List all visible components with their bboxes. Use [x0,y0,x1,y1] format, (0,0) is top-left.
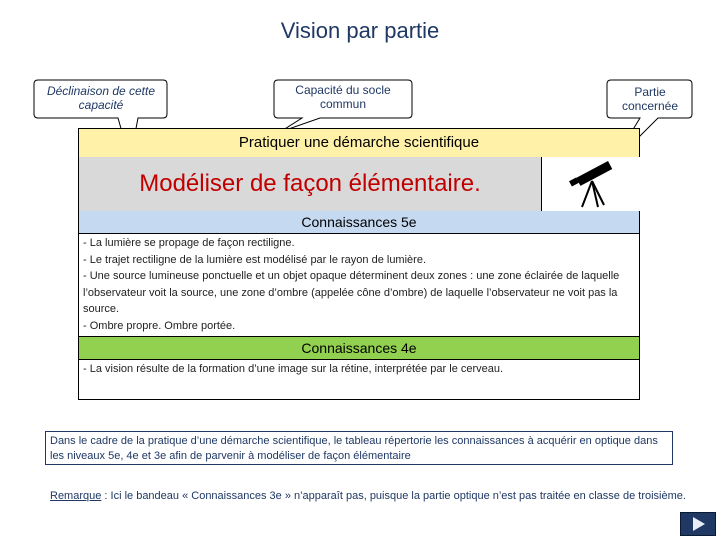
icon-cell [541,157,640,211]
list-item: - La lumière se propage de façon rectiligne. [83,237,295,249]
connaissances-4e-band: Connaissances 4e [79,336,639,360]
list-item: - Ombre propre. Ombre portée. [83,319,236,332]
list-item: - La vision résulte de la formation d’une image sur la rétine, interprétée par le cerveau. [83,363,504,375]
modeliser-heading: Modéliser de façon élémentaire. [139,170,481,197]
callout-partie: Partie concernée [621,85,679,113]
modeliser-row [79,157,639,212]
next-arrow-icon [681,513,715,535]
list-item: - Une source lumineuse ponctuelle et un objet opaque déterminent deux zones : une zone éclairée de laquelle l’observateur voit la source, une zone d’ombre (appelée cône d’ombre) de laquelle l’observateur ne voit pas la source. [83,270,620,315]
callout-declinaison: Déclinaison de cette capacité [46,84,156,112]
remark-text [50,489,690,504]
slide-title: Vision par partie [280,18,440,43]
remark-body: : Ici le bandeau « Connaissances 3e » n’apparaît pas, puisque la partie optique n’est pas traitée en classe de troisième. [101,490,686,502]
connaissances-5e-band: Connaissances 5e [79,211,639,234]
callout-capacite: Capacité du socle commun [295,83,391,111]
remark-label: Remarque [50,490,102,502]
list-item: - Le trajet rectiligne de la lumière est modélisé par le rayon de lumière. [83,253,426,266]
description-box: Dans le cadre de la pratique d’une démarche scientifique, le tableau répertorie les connaissances à acquérir en optique dans les niveaux 5e, 4e et 3e afin de parvenir à modéliser de façon élémentaire [45,431,673,465]
telescope-icon [542,157,640,211]
connaissances-5e-list [83,235,635,334]
connaissances-4e-list [83,361,635,377]
demarche-band: Pratiquer une démarche scientifique [79,129,639,158]
next-slide-button[interactable] [680,512,716,536]
skills-table [78,128,640,400]
